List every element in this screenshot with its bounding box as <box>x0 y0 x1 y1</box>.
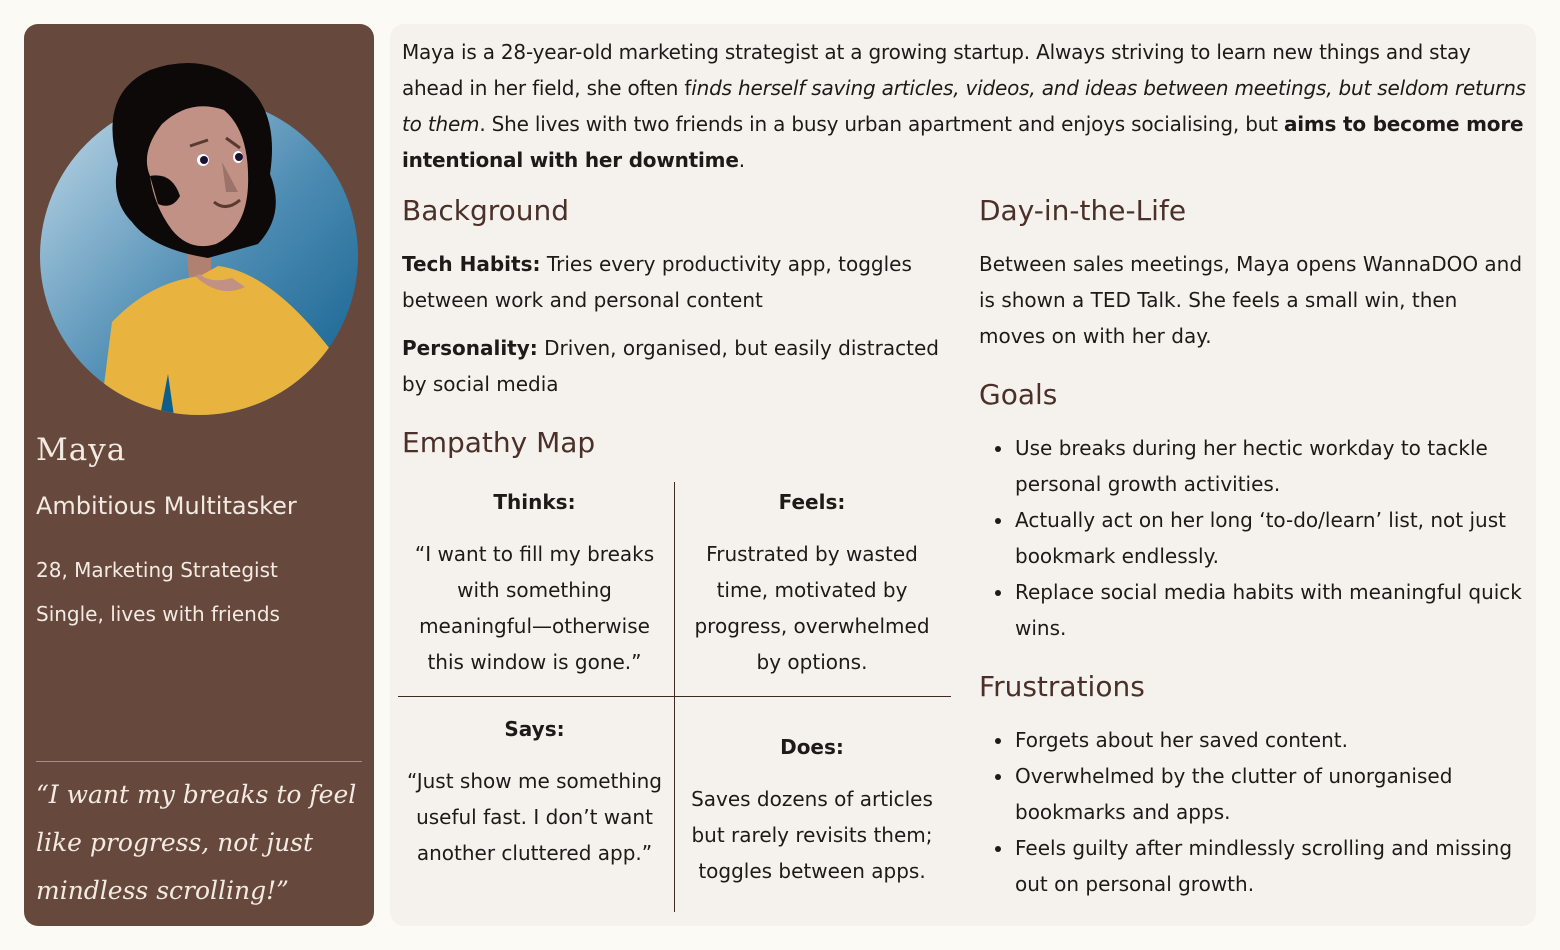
does-text: Saves dozens of articles but rarely revisits them; toggles between apps. <box>691 787 933 883</box>
empathy-thinks <box>402 484 667 680</box>
tech-habits-text: Tries every productivity app, toggles between work and personal content <box>402 252 912 312</box>
persona-quote: “I want my breaks to feel like progress, not just mindless scrolling!” <box>36 780 357 905</box>
persona-living: Single, lives with friends <box>36 602 280 626</box>
tech-habits-label: Tech Habits: <box>402 252 541 276</box>
personality <box>402 330 948 402</box>
thinks-text: “I want to fill my breaks with something meaningful—otherwise this window is gone.” <box>414 542 655 674</box>
frustration-item: Overwhelmed by the clutter of unorganised bookmarks and apps. <box>979 758 1531 830</box>
avatar <box>40 44 360 416</box>
empathy-does <box>682 729 942 889</box>
intro-text-1: Maya is a 28-year-old marketing strategist at a growing startup. Always striving to learn new things and stay ahead in her field, she often f <box>402 40 1471 100</box>
frustrations-heading: Frustrations <box>979 670 1145 703</box>
intro-emphasis: inds herself saving articles, videos, and ideas between meetings, but seldom returns to them <box>402 76 1526 136</box>
thinks-label: Thinks: <box>493 490 576 514</box>
background-heading: Background <box>402 194 570 227</box>
day-heading: Day-in-the-Life <box>979 194 1187 227</box>
empathy-horizontal-divider <box>398 696 951 697</box>
divider <box>36 761 362 762</box>
empathy-heading: Empathy Map <box>402 426 596 459</box>
feels-text: Frustrated by wasted time, motivated by progress, overwhelmed by options. <box>694 542 930 674</box>
day-text: Between sales meetings, Maya opens WannaDOO and is shown a TED Talk. She feels a small win, then moves on with her day. <box>979 252 1523 348</box>
frustration-item: Feels guilty after mindlessly scrolling and missing out on personal growth. <box>979 830 1531 902</box>
intro-paragraph <box>402 34 1530 178</box>
frustration-item: Forgets about her saved content. <box>979 722 1531 758</box>
goal-item: Replace social media habits with meaningful quick wins. <box>979 574 1531 646</box>
persona-name: Maya <box>36 432 127 468</box>
goals-list <box>979 430 1531 646</box>
intro-strong: aims to become more intentional with her downtime <box>402 112 1524 172</box>
goals-heading: Goals <box>979 378 1058 411</box>
says-text: “Just show me something useful fast. I don’t want another cluttered app.” <box>406 769 663 865</box>
goal-item: Use breaks during her hectic workday to tackle personal growth activities. <box>979 430 1531 502</box>
says-label: Says: <box>504 717 565 741</box>
empathy-vertical-divider <box>674 482 675 912</box>
persona-role: Ambitious Multitasker <box>36 492 297 520</box>
persona-sidebar <box>24 24 374 926</box>
personality-label: Personality: <box>402 336 538 360</box>
personality-text: Driven, organised, but easily distracted by social media <box>402 336 939 396</box>
does-label: Does: <box>780 735 844 759</box>
frustrations-list <box>979 722 1531 902</box>
persona-age-job: 28, Marketing Strategist <box>36 558 278 582</box>
intro-text-3: . <box>738 148 745 172</box>
intro-text-2: . She lives with two friends in a busy urban apartment and enjoys socialising, but <box>479 112 1284 136</box>
persona-details <box>390 24 1536 926</box>
empathy-feels <box>682 484 942 680</box>
feels-label: Feels: <box>778 490 846 514</box>
goal-item: Actually act on her long ‘to-do/learn’ list, not just bookmark endlessly. <box>979 502 1531 574</box>
tech-habits <box>402 246 948 318</box>
empathy-says <box>402 711 667 871</box>
